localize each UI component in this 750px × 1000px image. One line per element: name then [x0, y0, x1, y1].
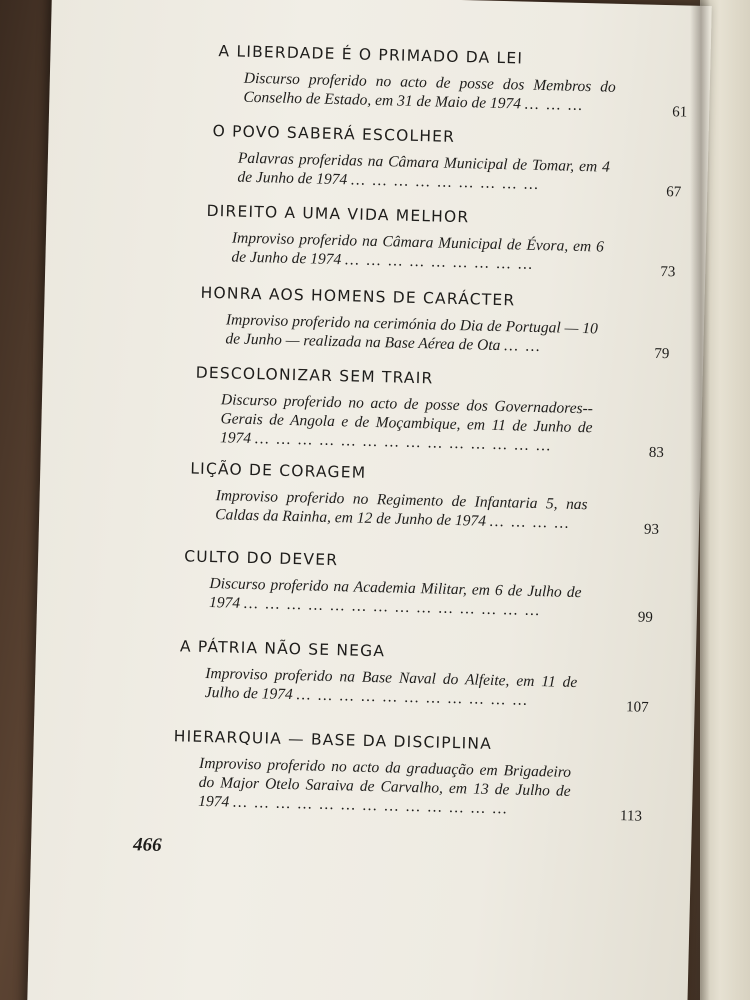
toc-entry [199, 283, 670, 363]
entry-description-text: Improviso proferido na cerimónia do Dia de Portugal — 10 de Junho — realizada na Base Aérea de Ota [225, 311, 599, 355]
entry-title: LIÇÃO DE CORAGEM [190, 459, 367, 482]
book-gutter-shadow [690, 0, 710, 1000]
toc-entry [189, 459, 660, 538]
entry-description-text: Discurso proferido no acto de posse dos Governadores--Gerais de Angola e de Moçambique, em 11 de Junho de 1974 [219, 391, 594, 447]
leader-dots: … … … … … … … … … … … … … … [243, 594, 542, 620]
book-page-number: 466 [132, 834, 162, 856]
book-page [27, 0, 712, 1000]
entry-page-number: 99 [637, 609, 654, 626]
entry-description-text: Improviso proferido no Regimento de Infantaria 5, nas Caldas da Rainha, em 12 de Junho de 1974 [215, 487, 588, 530]
leader-dots: … … … … … … … … … … … … … … [254, 430, 553, 455]
entry-description-text: Discurso proferido na Academia Militar, em 6 de Julho de 1974 [208, 575, 582, 612]
entry-description [183, 573, 582, 621]
entry-title: A PÁTRIA NÃO SE NEGA [179, 637, 386, 661]
entry-description [189, 486, 588, 534]
entry-page-number: 61 [672, 104, 688, 121]
entry-title: CULTO DO DEVER [183, 547, 339, 570]
toc-entry [172, 727, 644, 825]
entry-description [194, 390, 593, 457]
entry-title: A LIBERDADE É O PRIMADO DA LEI [218, 42, 524, 68]
toc-entry [183, 547, 654, 626]
entry-title: DIREITO A UMA VIDA MELHOR [206, 201, 470, 227]
leader-dots: … … … … … … … … … [344, 251, 535, 273]
entry-description [172, 753, 571, 820]
entry-description [211, 148, 610, 196]
toc-entry [179, 637, 650, 716]
toc-entry [194, 363, 666, 462]
toc-entry [211, 121, 682, 201]
entry-page-number: 107 [625, 699, 649, 716]
entry-description-text: Discurso proferido no acto de posse dos Membros do Conselho de Estado, em 31 de Maio de 1974 [243, 69, 616, 113]
entry-title: HONRA AOS HOMENS DE CARÁCTER [200, 283, 516, 310]
entry-title: O POVO SABERÁ ESCOLHER [212, 121, 456, 146]
leader-dots: … … … … [489, 512, 571, 532]
leader-dots: … … … … … … … … … [350, 171, 541, 193]
entry-page-number: 93 [643, 521, 660, 538]
toc-entry [205, 201, 676, 281]
entry-page-number: 79 [654, 345, 670, 363]
leader-dots: … … … [524, 95, 585, 115]
entry-page-number: 113 [619, 808, 643, 825]
entry-description [199, 310, 598, 358]
toc-entry [217, 42, 688, 121]
entry-description [217, 68, 616, 116]
entry-page-number: 73 [660, 263, 676, 281]
entry-description-text: Improviso proferido no acto da graduação em Brigadeiro do Major Otelo Saraiva de Carvalho, em 13 de Julho de 1974 [198, 754, 572, 811]
entry-title: HIERARQUIA — BASE DA DISCIPLINA [173, 727, 493, 753]
entry-page-number: 83 [648, 444, 665, 462]
leader-dots: … … [504, 337, 542, 356]
entry-description-text: Improviso proferido na Câmara Municipal de Évora, em 6 de Junho de 1974 [231, 229, 605, 269]
entry-page-number: 67 [666, 184, 682, 201]
leader-dots: … … … … … … … … … … … … … [232, 793, 509, 818]
entry-description-text: Improviso proferido na Base Naval do Alfeite, em 11 de Julho de 1974 [204, 664, 578, 704]
leader-dots: … … … … … … … … … … … [296, 686, 530, 709]
entry-description [179, 663, 578, 711]
entry-description-text: Palavras proferidas na Câmara Municipal de Tomar, em 4 de Junho de 1974 [237, 149, 611, 189]
entry-title: DESCOLONIZAR SEM TRAIR [195, 363, 434, 388]
entry-description [205, 228, 604, 276]
